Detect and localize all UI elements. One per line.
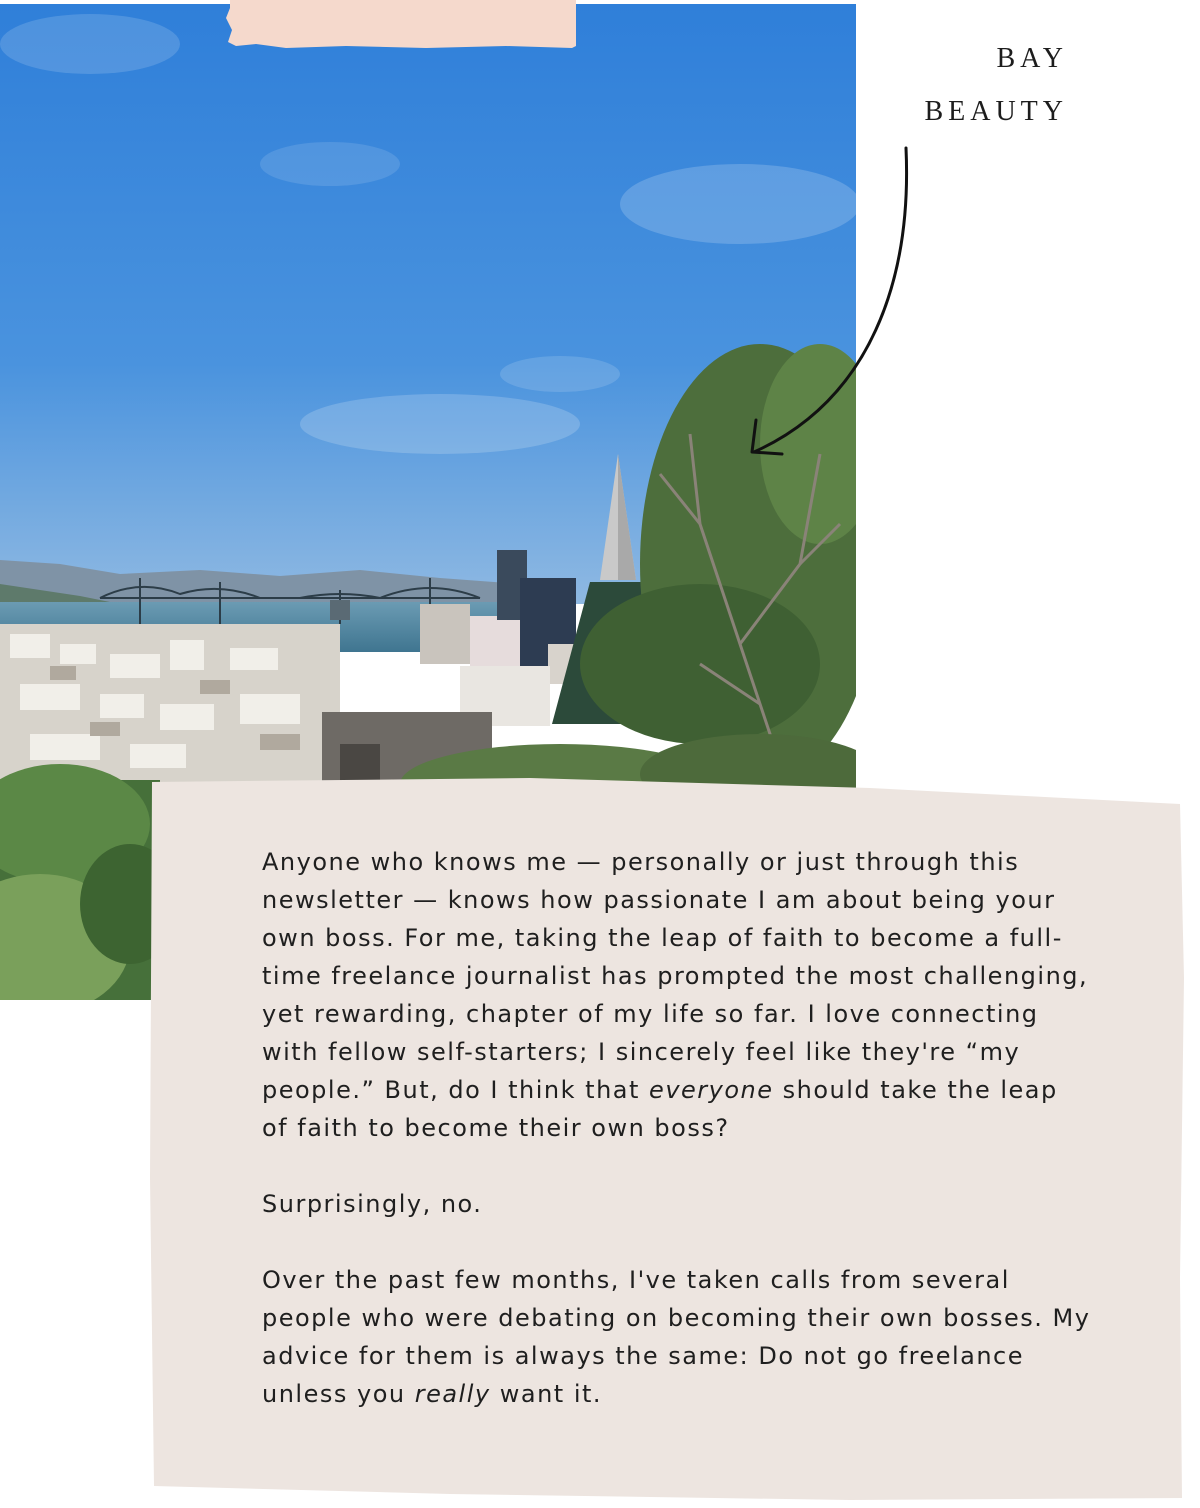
paragraph-3-emphasis: really <box>414 1380 491 1408</box>
paragraph-1-emphasis: everyone <box>649 1076 774 1104</box>
paragraph-3-text-b: want it. <box>490 1380 603 1408</box>
paragraph-1-text-a: Anyone who knows me — personally or just through this newsletter — knows how passionate I am about being your own boss. For me, taking the leap of faith to become a full-time freelance journalist has prompted the most challenging, yet rewarding, chapter of my life so far. I love connecting with fellow self-starters; I sincerely feel like they're “my people.” But, do I think that <box>262 848 1089 1104</box>
caption-line-1: BAY <box>996 43 1068 74</box>
paragraph-3 <box>262 1261 1092 1413</box>
caption-line-2: BEAUTY <box>924 96 1068 127</box>
paragraph-3-text-a: Over the past few months, I've taken calls from several people who were debating on becoming their own bosses. My advice for them is always the same: Do not go freelance unless you <box>262 1266 1091 1408</box>
washi-tape <box>226 0 576 50</box>
article-body <box>262 843 1092 1451</box>
curved-arrow-icon <box>730 140 930 470</box>
paragraph-1-text-b: should take the leap of faith to become their own boss? <box>262 1076 1058 1142</box>
paragraph-2: Surprisingly, no. <box>262 1190 483 1218</box>
photo-caption <box>924 32 1068 138</box>
paragraph-1 <box>262 843 1092 1147</box>
